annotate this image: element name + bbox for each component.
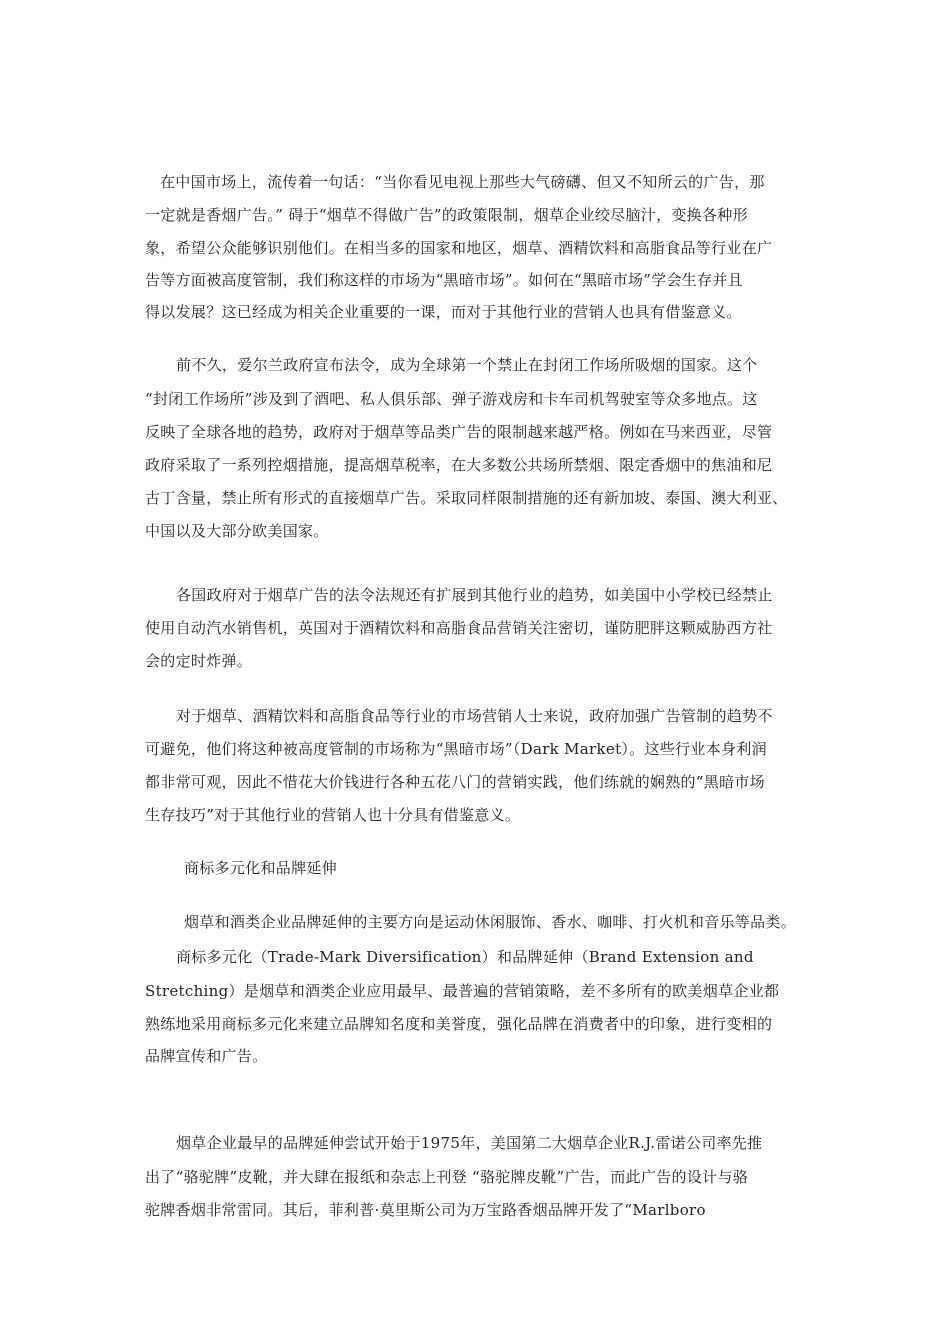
paragraph-3-line-3: 会的定时炸弹。 [145,652,253,670]
paragraph-6-line-3: 驼牌香烟非常雷同。其后，菲利普·莫里斯公司为万宝路香烟品牌开发了“Marlboro [145,1201,706,1219]
paragraph-2-line-6: 中国以及大部分欧美国家。 [145,522,329,540]
paragraph-5-line-5: 品牌宣传和广告。 [145,1047,268,1065]
paragraph-3-line-2: 使用自动汽水销售机，英国对于酒精饮料和高脂食品营销关注密切，谨防肥胖这颗威胁西方社 [145,619,773,637]
paragraph-1-line-5: 得以发展？这已经成为相关企业重要的一课，而对于其他行业的营销人也具有借鉴意义。 [145,303,742,321]
paragraph-2-line-5: 古丁含量，禁止所有形式的直接烟草广告。采取同样限制措施的还有新加坡、泰国、澳大利亚、 [145,489,788,507]
paragraph-2-line-2: “封闭工作场所”涉及到了酒吧、私人俱乐部、弹子游戏房和卡车司机驾驶室等众多地点。这 [145,390,758,408]
paragraph-1-line-2: 一定就是香烟广告。” 碍于“烟草不得做广告”的政策限制，烟草企业绞尽脑汁，变换各种形 [145,206,748,224]
paragraph-6-line-1: 烟草企业最早的品牌延伸尝试开始于1975年，美国第二大烟草企业R.J.雷诺公司率先推 [176,1134,763,1152]
paragraph-3-line-1: 各国政府对于烟草广告的法令法规还有扩展到其他行业的趋势，如美国中小学校已经禁止 [176,586,773,604]
paragraph-2-line-4: 政府采取了一系列控烟措施，提高烟草税率，在大多数公共场所禁烟、限定香烟中的焦油和尼 [145,456,773,474]
paragraph-6-line-2: 出了“骆驼牌”皮靴，并大肆在报纸和杂志上刊登 “骆驼牌皮靴”广告，而此广告的设计与骆 [145,1168,749,1186]
section-heading: 商标多元化和品牌延伸 [184,859,338,877]
paragraph-4-line-1: 对于烟草、酒精饮料和高脂食品等行业的市场营销人士来说，政府加强广告管制的趋势不 [176,707,773,725]
paragraph-4-line-4: 生存技巧”对于其他行业的营销人也十分具有借鉴意义。 [145,806,521,824]
paragraph-5-line-3: Stretching）是烟草和酒类企业应用最早、最普遍的营销策略，差不多所有的欧美烟草企业都 [145,982,780,1000]
paragraph-2-line-1: 前不久，爱尔兰政府宣布法令，成为全球第一个禁止在封闭工作场所吸烟的国家。这个 [176,356,758,374]
paragraph-1-line-4: 告等方面被高度管制，我们称这样的市场为“黑暗市场”。如何在“黑暗市场”学会生存并且 [145,271,743,289]
paragraph-2-line-3: 反映了全球各地的趋势，政府对于烟草等品类广告的限制越来越严格。例如在马来西亚，尽管 [145,423,773,441]
paragraph-5-line-2: 商标多元化（Trade-Mark Diversification）和品牌延伸（Brand Extension and [176,948,754,966]
paragraph-4-line-3: 都非常可观，因此不惜花大价钱进行各种五花八门的营销实践，他们练就的娴熟的“黑暗市场 [145,773,765,791]
paragraph-1-line-3: 象，希望公众能够识别他们。在相当多的国家和地区，烟草、酒精饮料和高脂食品等行业在广 [145,239,773,257]
paragraph-5-line-4: 熟练地采用商标多元化来建立品牌知名度和美誉度，强化品牌在消费者中的印象，进行变相的 [145,1015,773,1033]
paragraph-4-line-2: 可避免，他们将这种被高度管制的市场称为“黑暗市场”（Dark Market）。这些行业本身利润 [145,740,767,758]
paragraph-1-line-1: 在中国市场上，流传着一句话：“当你看见电视上那些大气磅礴、但又不知所云的广告，那 [160,173,765,191]
paragraph-5-line-1: 烟草和酒类企业品牌延伸的主要方向是运动休闲服饰、香水、咖啡、打火机和音乐等品类。 [184,913,797,931]
